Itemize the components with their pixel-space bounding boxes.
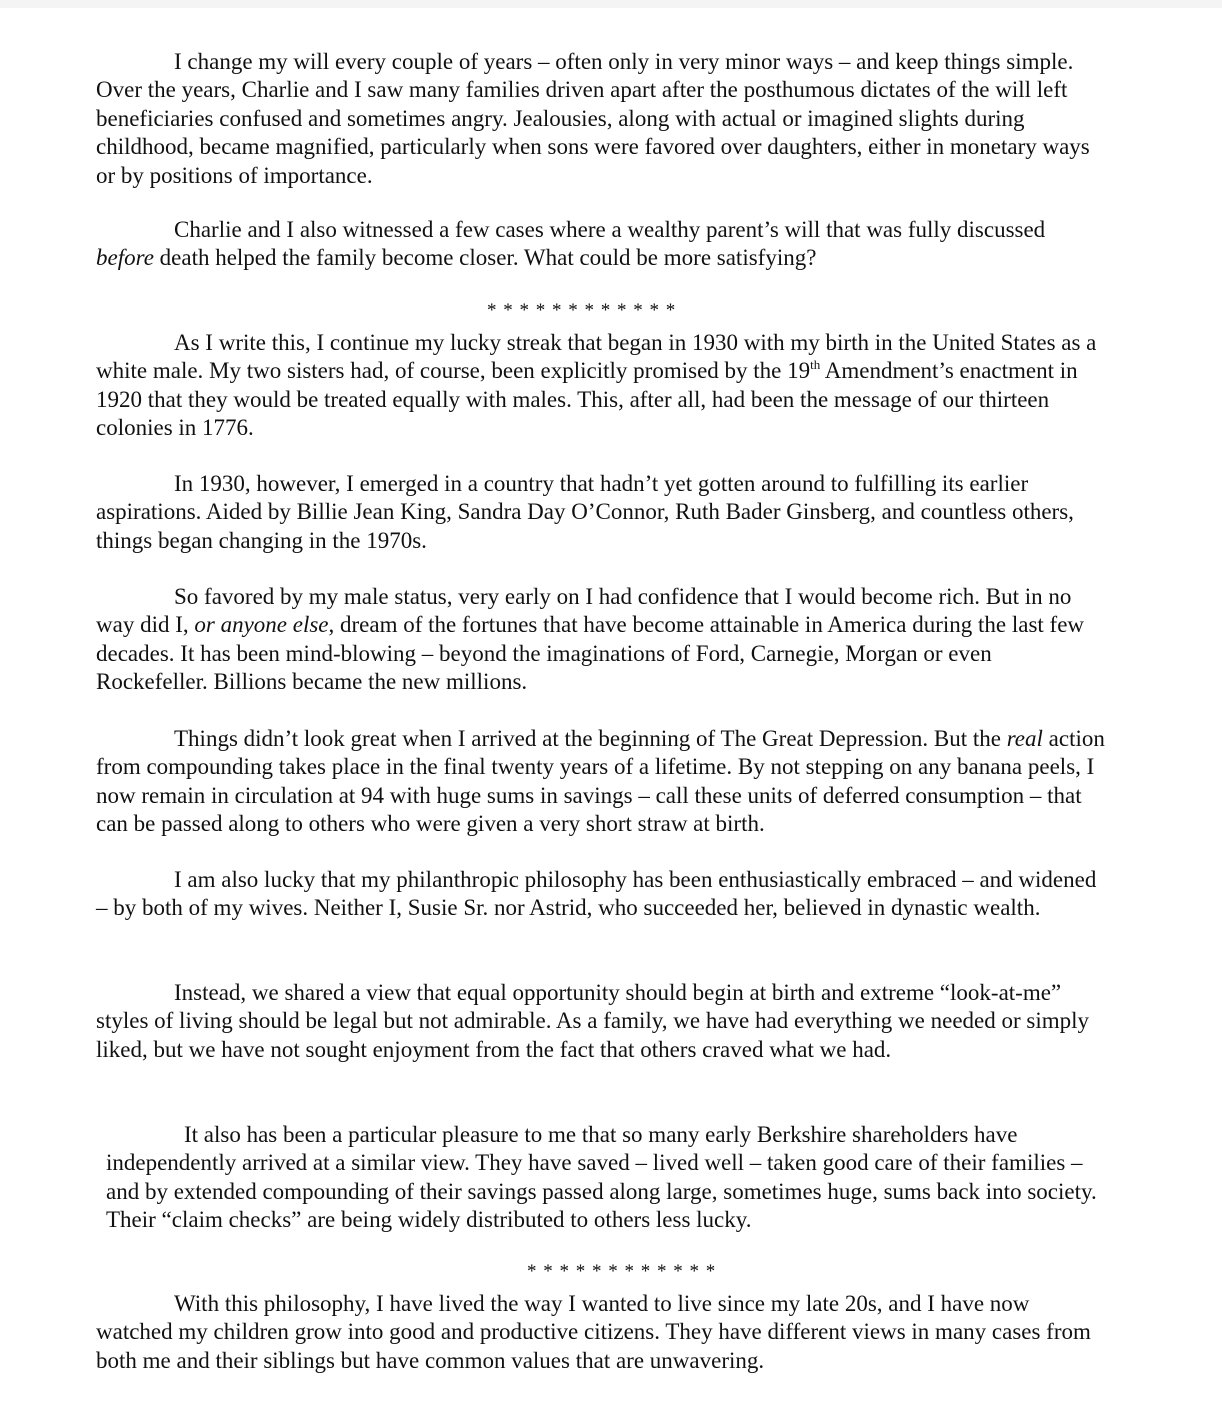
text-segment: , dream of the fortunes that have become attainable in America during the last few decades. It has been mind-blowing – beyond the imaginations of Ford, Carnegie, Morgan or even Rockefeller. Billions became the new millions.	[96, 612, 1085, 695]
text-segment: As I write this, I continue my lucky streak that began in 1930 with my birth in the United States as a white male. My two sisters had, of course, been explicitly promised by the 19	[96, 330, 1097, 384]
italic-emphasis: real	[1006, 726, 1043, 751]
superscript: th	[810, 357, 821, 373]
paragraph-philanthropic-philosophy: I am also lucky that my philanthropic philosophy has been enthusiastically embraced – and widened – by both of my wives. Neither I, Susie Sr. nor Astrid, who succeeded her, believed in dynastic wealth.	[96, 867, 1097, 921]
text-segment: action from compounding takes place in the final twenty years of a lifetime. By not stepping on any banana peels, I now remain in circulation at 94 with huge sums in savings – call these units of deferred consumption – that can be passed along to others who were given a very short straw at birth.	[96, 726, 1105, 837]
italic-emphasis: before	[96, 245, 154, 271]
page-top-edge	[0, 0, 1222, 8]
italic-emphasis: or anyone else	[194, 612, 329, 638]
paragraph-wealthy-parent-will	[96, 216, 1106, 273]
section-separator: * * * * * * * * * * * *	[487, 300, 677, 321]
paragraph-children: With this philosophy, I have lived the way I wanted to live since my late 20s, and I have now watched my children grow into good and productive citizens. They have different views in many cases from both me and their siblings but have common values that are unwavering.	[96, 1291, 1091, 1373]
paragraph-equal-opportunity: Instead, we shared a view that equal opportunity should begin at birth and extreme “look-at-me” styles of living should be legal but not admirable. As a family, we have had everything we needed or simply liked, but we have not sought enjoyment from the fact that others craved what we had.	[96, 980, 1090, 1062]
text-segment: So favored by my male status, very early on I had confidence that I would become rich. But in no way did I,	[96, 584, 1072, 638]
text-segment: Charlie and I also witnessed a few cases where a wealthy parent’s will that was fully discussed	[174, 217, 1046, 242]
paragraph-male-status	[96, 583, 1106, 697]
paragraph-1930-country: In 1930, however, I emerged in a country that hadn’t yet gotten around to fulfilling its earlier aspirations. Aided by Billie Jean King, Sandra Day O’Connor, Ruth Bader Ginsberg, and countless others, things began changing in the 1970s.	[96, 471, 1074, 553]
text-segment: Amendment’s enactment in 1920 that they would be treated equally with males. This, after all, had been the message of our thirteen colonies in 1776.	[96, 358, 1078, 441]
paragraph-lucky-streak	[96, 329, 1106, 443]
paragraph-great-depression	[96, 725, 1106, 839]
paragraph-will-changes: I change my will every couple of years – often only in very minor ways – and keep things simple. Over the years, Charlie and I saw many families driven apart after the posthumous dictates of the will left beneficiaries confused and sometimes angry. Jealousies, along with actual or imagined slights during childhood, became magnified, particularly when sons were favored over daughters, either in monetary ways or by positions of importance.	[96, 49, 1090, 188]
text-segment: Things didn’t look great when I arrived at the beginning of The Great Depression. But the	[174, 726, 1007, 751]
section-separator: * * * * * * * * * * * *	[527, 1261, 717, 1282]
text-segment: death helped the family become closer. What could be more satisfying?	[153, 245, 817, 271]
paragraph-berkshire-shareholders: It also has been a particular pleasure to me that so many early Berkshire shareholders have independently arrived at a similar view. They have saved – lived well – taken good care of their families – and by extended compounding of their savings passed along large, sometimes huge, sums back into society. Their “claim checks” are being widely distributed to others less lucky.	[106, 1122, 1097, 1233]
